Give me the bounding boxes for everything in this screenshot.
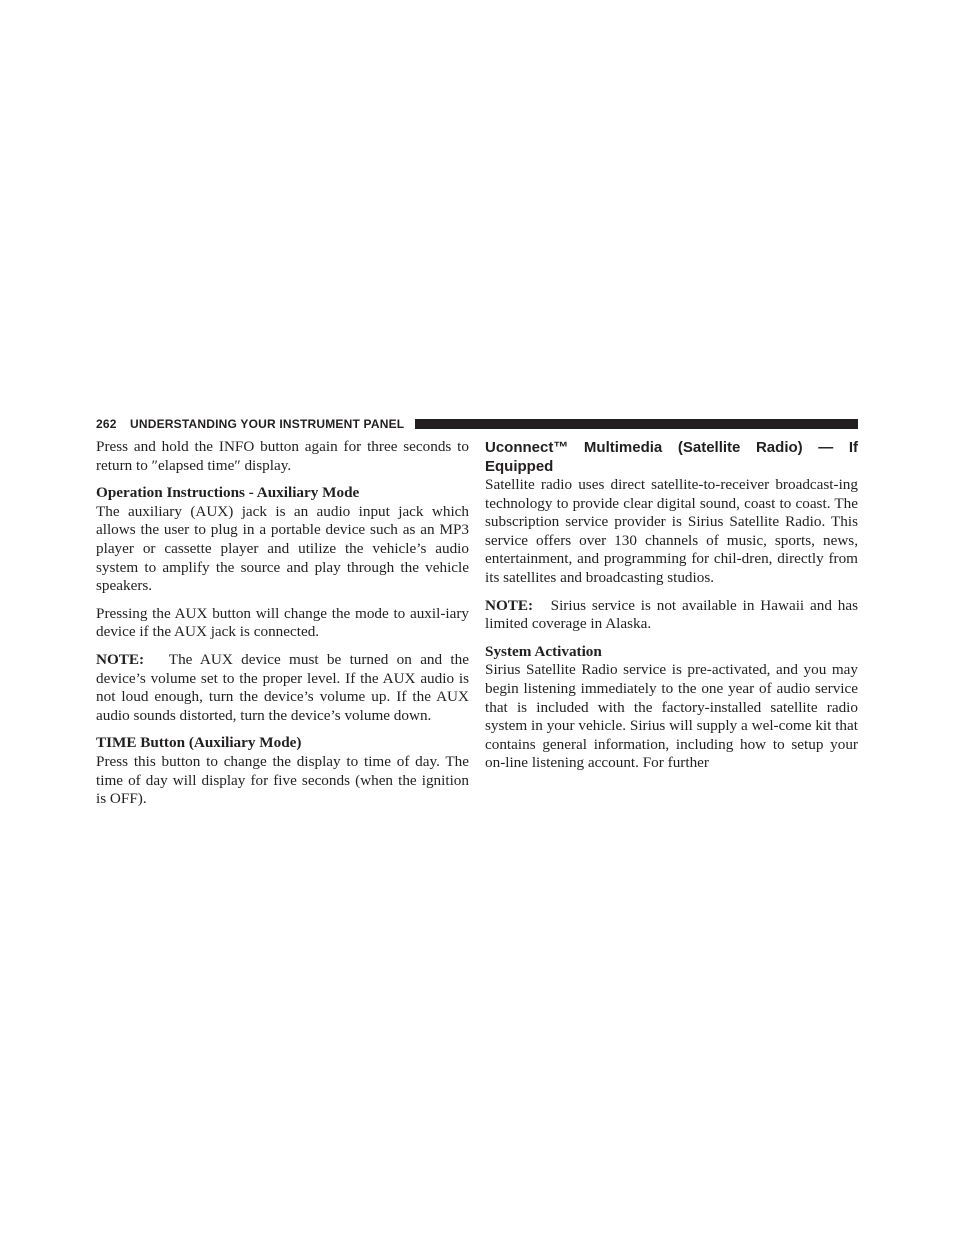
page-header	[96, 417, 858, 433]
heading-time-button: TIME Button (Auxiliary Mode)	[96, 734, 302, 752]
paragraph-info-button: Press and hold the INFO button again for three seconds to return to ″elapsed time″ display.	[96, 438, 469, 474]
heading-system-activation: System Activation	[485, 642, 602, 660]
section-title: UNDERSTANDING YOUR INSTRUMENT PANEL	[130, 417, 405, 431]
paragraph-time-button: Press this button to change the display to time of day. The time of day will display for five seconds (when the ignition is OFF).	[96, 752, 469, 808]
paragraph-aux-jack: The auxiliary (AUX) jack is an audio input jack which allows the user to plug in a portable device such as an MP3 player or cassette player and utilize the vehicle’s audio system to amplify the source and play through the vehicle speakers.	[96, 502, 469, 595]
note-label: NOTE:	[485, 596, 534, 614]
paragraph-aux-button: Pressing the AUX button will change the mode to auxil-iary device if the AUX jack is connected.	[96, 604, 469, 641]
left-column	[96, 438, 469, 809]
heading-uconnect-satellite: Uconnect™ Multimedia (Satellite Radio) — If Equipped	[485, 439, 858, 475]
paragraph-satellite-radio: Satellite radio uses direct satellite-to-receiver broadcast-ing technology to provide clear digital sound, coast to coast. The subscription service provider is Sirius Satellite Radio. This service offers over 130 channels of music, sports, news, entertainment, and programming for chil-dren, directly from its satellites and broadcasting studios.	[485, 476, 858, 586]
page-number: 262	[96, 417, 117, 431]
header-rule	[415, 419, 858, 429]
note-text: Sirius service is not available in Hawaii and has limited coverage in Alaska.	[485, 596, 858, 633]
paragraph-system-activation: Sirius Satellite Radio service is pre-activated, and you may begin listening immediately to the one year of audio service that is included with the factory-installed satellite radio system in your vehicle. Sirius will supply a wel-come kit that contains general information, including how to setup your on-line listening account. For further	[485, 661, 858, 772]
heading-operation-aux: Operation Instructions - Auxiliary Mode	[96, 484, 360, 502]
note-sirius-coverage	[485, 597, 858, 634]
note-label: NOTE:	[96, 650, 145, 668]
note-aux-device	[96, 651, 469, 725]
note-text: The AUX device must be turned on and the device’s volume set to the proper level. If the AUX audio is not loud enough, turn the device’s volume up. If the AUX audio sounds distorted, turn the device’s volume down.	[96, 650, 469, 724]
right-column	[485, 438, 858, 773]
